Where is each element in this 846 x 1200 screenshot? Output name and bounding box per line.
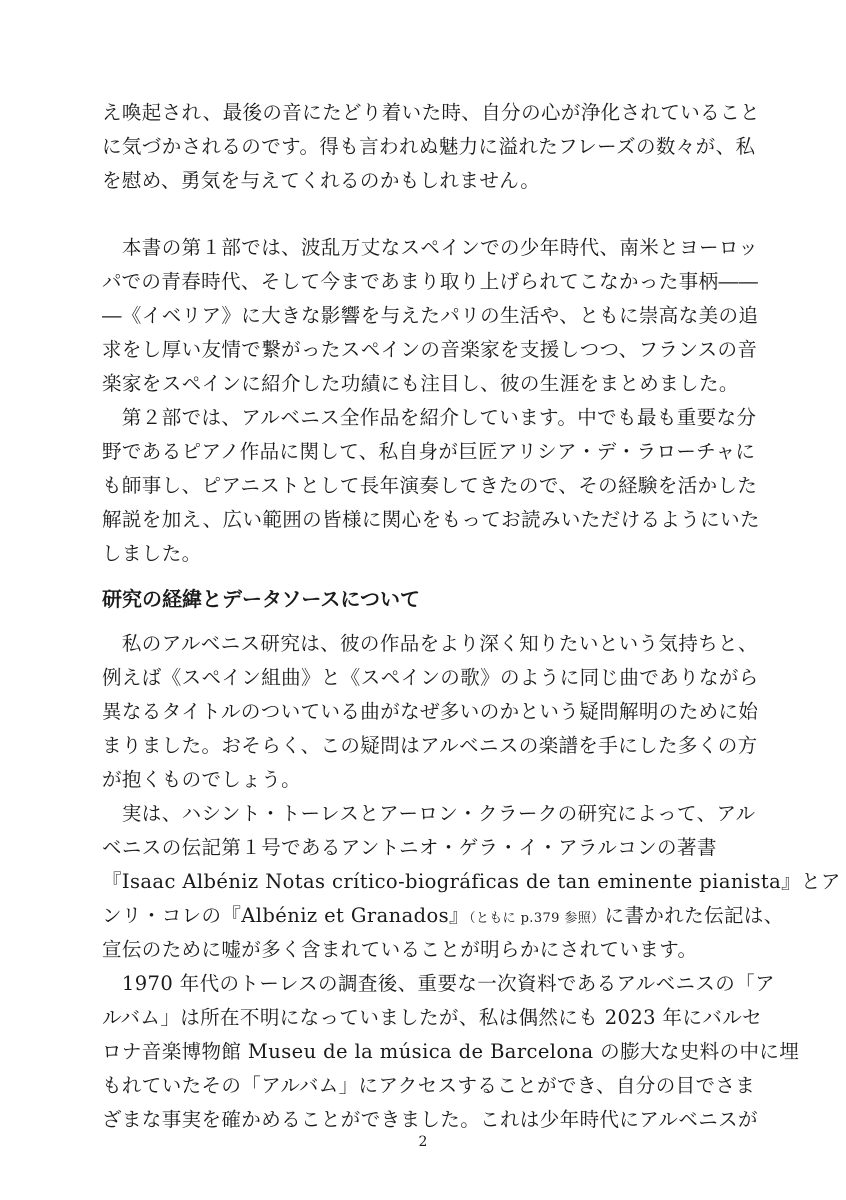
paragraph: [102, 797, 841, 967]
paragraph-gap: [102, 617, 742, 627]
text-line: ざまな事実を確かめることができました。これは少年時代にアルベニスが: [102, 1108, 758, 1131]
text-line: 本書の第１部では、波乱万丈なスペインでの少年時代、南米とヨーロッ: [102, 236, 759, 259]
text-line: 野であるピアノ作品に関して、私自身が巨匠アリシア・デ・ラローチャに: [102, 440, 756, 463]
paragraph-gap: [102, 198, 742, 231]
paragraph: [102, 231, 759, 401]
reference-note: （ともに p.379 参照）: [468, 911, 605, 926]
section-heading: 研究の経緯とデータソースについて: [102, 587, 420, 611]
text-line: 『Isaac Albéniz Notas crítico-biográficas de tan eminente pianista』とア: [102, 870, 841, 893]
text-line: を慰め、勇気を与えてくれるのかもしれません。: [102, 169, 541, 192]
text-line: パでの青春時代、そして今まであまり取り上げられてこなかった事柄――: [102, 270, 759, 293]
text-line: [102, 899, 784, 933]
paragraph: [102, 627, 759, 797]
text-line: 私のアルベニス研究は、彼の作品をより深く知りたいという気持ちと、: [102, 632, 758, 655]
text-line: 例えば《スペイン組曲》と《スペインの歌》のように同じ曲でありながら: [102, 666, 759, 689]
text-line: しました。: [102, 542, 202, 565]
text-line: 実は、ハシント・トーレスとアーロン・クラークの研究によって、アル: [102, 802, 756, 825]
text-line: が抱くものでしょう。: [102, 768, 302, 791]
text-line: も師事し、ピアニストとして長年演奏してきたので、その経験を活かした: [102, 474, 758, 497]
text-segment: ンリ・コレの『Albéniz et Granados』: [102, 904, 469, 927]
text-line: 求をし厚い友情で繋がったスペインの音楽家を支援しつつ、フランスの音: [102, 338, 758, 361]
text-line: 楽家をスペインに紹介した功績にも注目し、彼の生涯をまとめました。: [102, 372, 739, 395]
text-line: ロナ音楽博物館 Museu de la música de Barcelona の膨大な史料の中に埋: [102, 1040, 800, 1063]
text-line: もれていたその「アルバム」にアクセスすることができ、自分の目でさま: [102, 1074, 756, 1097]
text-line: 宣伝のために嘘が多く含まれていることが明らかにされています。: [102, 938, 698, 961]
paragraph: [102, 401, 760, 571]
paragraph: [102, 96, 760, 198]
text-line: 解説を加え、広い範囲の皆様に関心をもってお読みいただけるようにいた: [102, 508, 760, 531]
text-line: 異なるタイトルのついている曲がなぜ多いのかという疑問解明のために始: [102, 700, 759, 723]
text-line: ベニスの伝記第１号であるアントニオ・ゲラ・イ・アラルコンの著書: [102, 836, 717, 859]
text-line: ルバム」は所在不明になっていましたが、私は偶然にも 2023 年にバルセ: [102, 1006, 763, 1029]
paragraph: [102, 967, 800, 1137]
body-text: [102, 96, 841, 1137]
text-line: まりました。おそらく、この疑問はアルベニスの楽譜を手にした多くの方: [102, 734, 758, 757]
text-line: に気づかされるのです。得も言われぬ魅力に溢れたフレーズの数々が、私: [102, 135, 756, 158]
text-segment: に書かれた伝記は、: [604, 904, 784, 927]
text-line: 第２部では、アルベニス全作品を紹介しています。中でも最も重要な分: [102, 406, 757, 429]
text-line: 1970 年代のトーレスの調査後、重要な一次資料であるアルベニスの「ア: [102, 972, 775, 995]
paragraph-gap: [102, 571, 742, 581]
text-line: え喚起され、最後の音にたどり着いた時、自分の心が浄化されていること: [102, 101, 760, 124]
page-number: 2: [418, 1134, 428, 1150]
text-line: ―《イベリア》に大きな影響を与えたパリの生活や、ともに崇高な美の追: [102, 304, 759, 327]
